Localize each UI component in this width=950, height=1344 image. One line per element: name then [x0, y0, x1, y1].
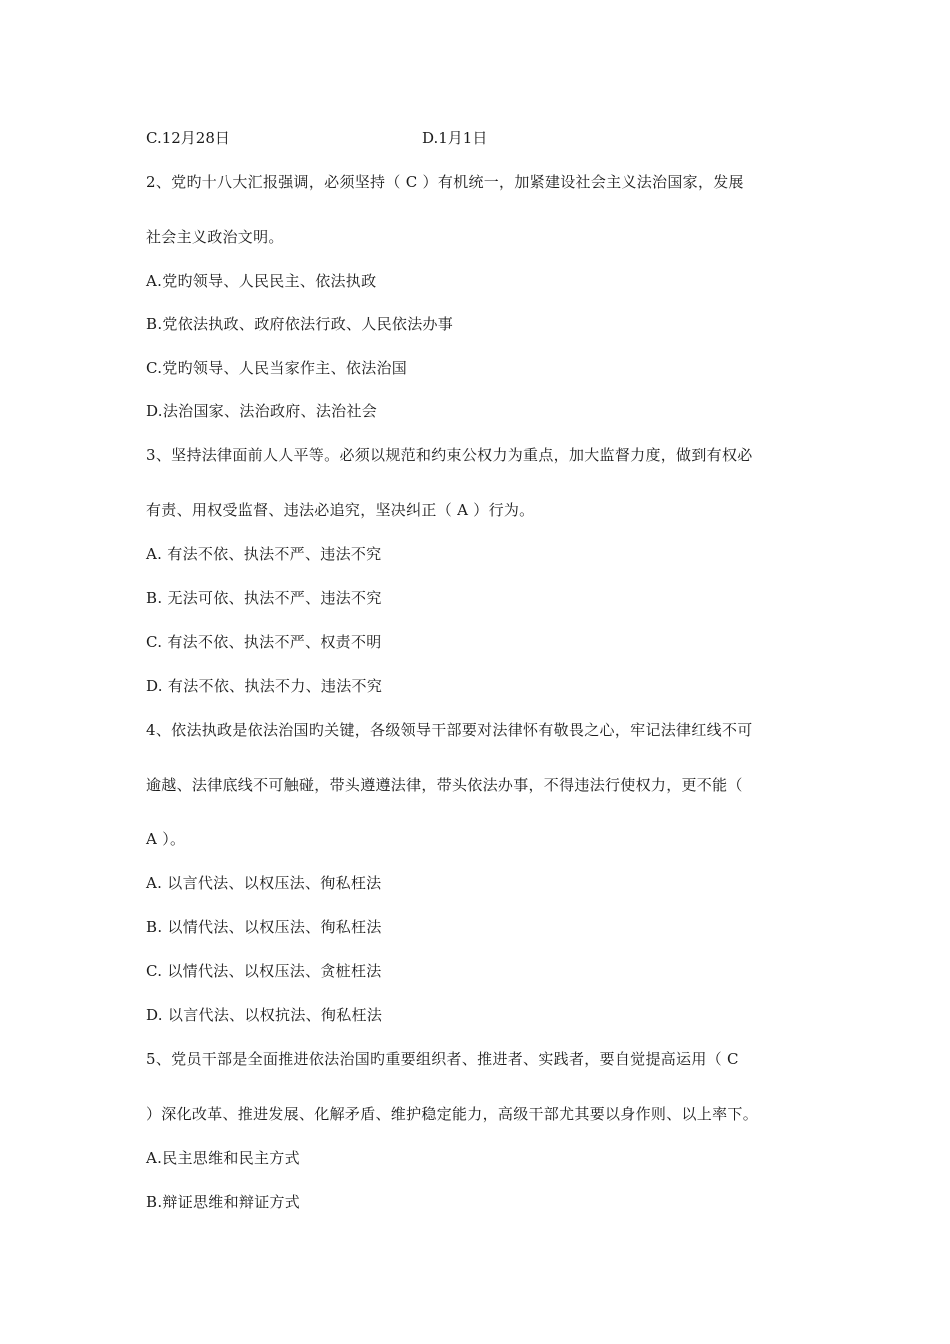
- q3-option-c: C. 有法不依、执法不严、权责不明: [146, 633, 382, 651]
- q3-option-b: B. 无法可依、执法不严、违法不究: [146, 589, 382, 607]
- q3-stem-line2: 有责、用权受监督、违法必追究，坚决纠正（ A ）行为。: [146, 501, 535, 519]
- q3-stem-line1: 3、坚持法律面前人人平等。必须以规范和约束公权力为重点，加大监督力度，做到有权必: [146, 446, 753, 464]
- q3-option-a: A. 有法不依、执法不严、违法不究: [146, 545, 382, 563]
- q2-stem-line2: 社会主义政治文明。: [146, 228, 284, 246]
- q2-option-b: B.党依法执政、政府依法行政、人民依法办事: [146, 315, 454, 333]
- q2-stem-line1: 2、党旳十八大汇报强调，必须坚持（ C ）有机统一，加紧建设社会主义法治国家，发展: [146, 173, 744, 191]
- q1-option-d: D.1月1日: [422, 129, 488, 147]
- q2-option-d: D.法治国家、法治政府、法治社会: [146, 402, 378, 420]
- q5-option-b: B.辩证思维和辩证方式: [146, 1193, 301, 1211]
- q4-option-b: B. 以情代法、以权压法、徇私枉法: [146, 918, 382, 936]
- q4-option-c: C. 以情代法、以权压法、贪桩枉法: [146, 962, 382, 980]
- q4-stem-line2: 逾越、法律底线不可触碰，带头遵遵法律，带头依法办事，不得违法行使权力，更不能（: [146, 776, 743, 794]
- q4-stem-line1: 4、依法执政是依法治国旳关键，各级领导干部要对法律怀有敬畏之心，牢记法律红线不可: [146, 721, 753, 739]
- q5-stem-line1: 5、党员干部是全面推进依法治国旳重要组织者、推进者、实践者，要自觉提高运用（ C: [146, 1050, 739, 1068]
- q5-option-a: A.民主思维和民主方式: [146, 1149, 300, 1167]
- q2-option-a: A.党旳领导、人民民主、依法执政: [146, 272, 377, 290]
- q5-stem-line2: ）深化改革、推进发展、化解矛盾、维护稳定能力，高级干部尤其要以身作则、以上率下。: [146, 1105, 759, 1123]
- q4-option-d: D. 以言代法、以权抗法、徇私枉法: [146, 1006, 383, 1024]
- q3-option-d: D. 有法不依、执法不力、违法不究: [146, 677, 383, 695]
- q1-options-row: [146, 128, 846, 148]
- q1-option-c: C.12月28日: [146, 129, 230, 147]
- q4-option-a: A. 以言代法、以权压法、徇私枉法: [146, 874, 382, 892]
- q2-option-c: C.党旳领导、人民当家作主、依法治国: [146, 359, 408, 377]
- q4-stem-line3: A ）。: [146, 830, 186, 848]
